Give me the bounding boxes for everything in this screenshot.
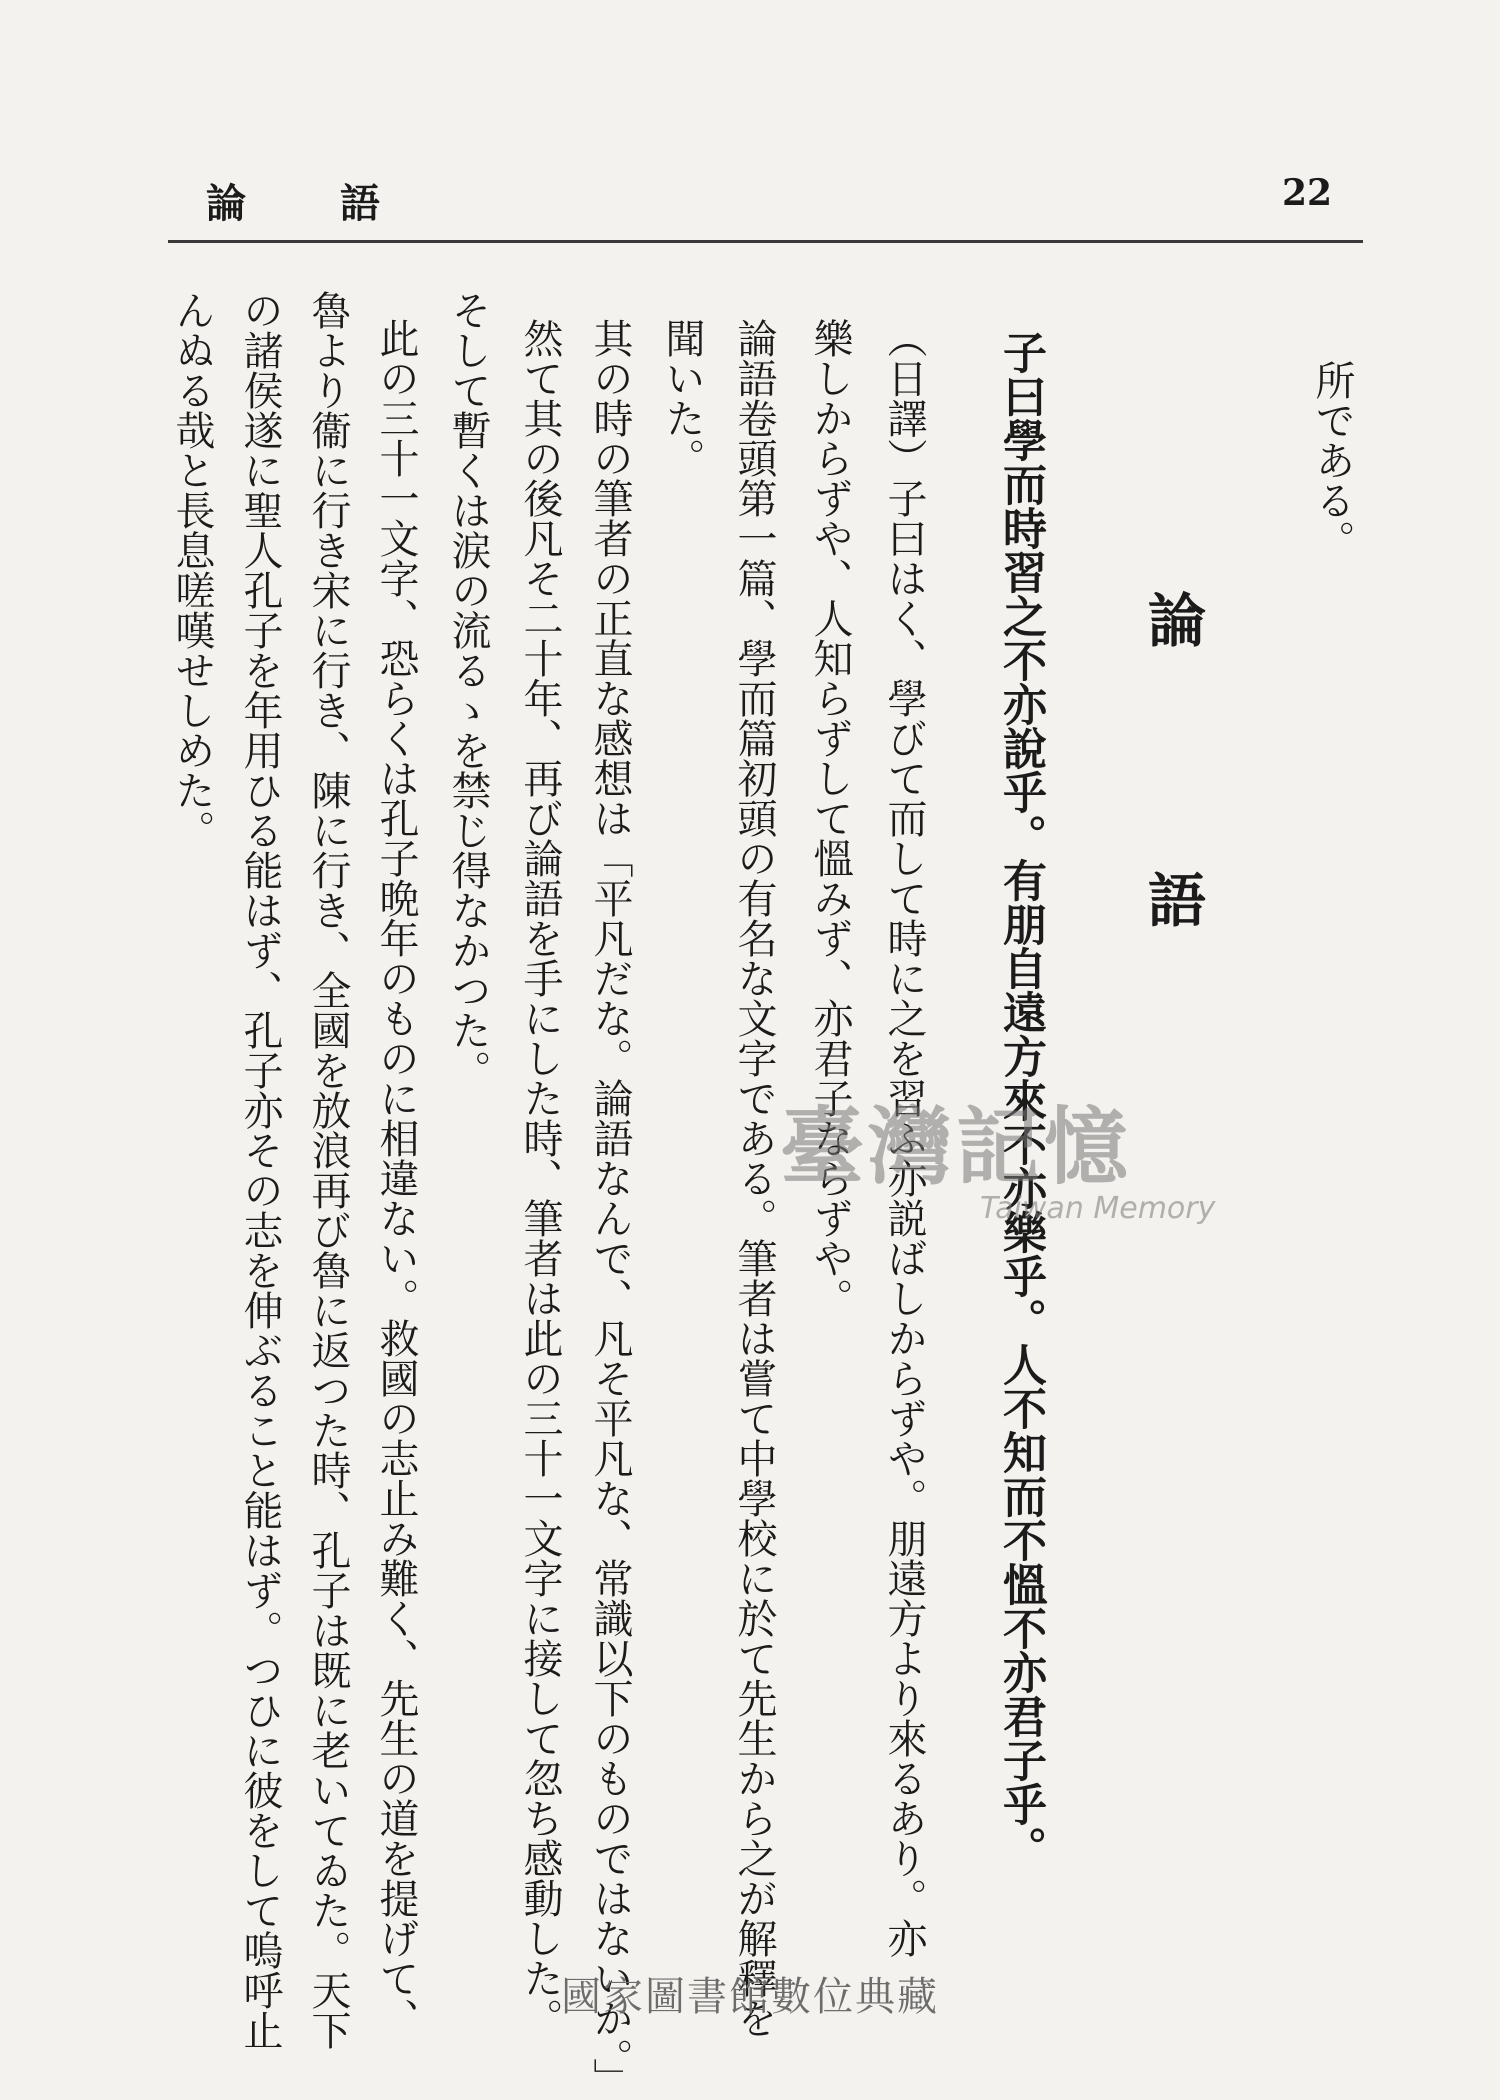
- classical-quote: 子曰學而時習之不亦說乎。有朋自遠方來不亦樂乎。人不知而不慍不亦君子乎。: [995, 330, 1046, 1870]
- running-title-go: 語: [340, 180, 382, 227]
- header-rule: [168, 240, 1363, 243]
- watermark: [780, 1080, 1215, 1226]
- text-line: 論語卷頭第一篇、學而篇初頭の有名な文字である。筆者は嘗て中學校に於て先生から之が解釋を: [731, 318, 777, 2038]
- text-line: んぬる哉と長息嗟嘆せしめた。: [169, 290, 215, 850]
- text-line: 此の三十一文字、恐らくは孔子晩年のものに相違ない。救國の志止み難く、先生の道を提げて、: [373, 318, 419, 2038]
- running-title-ron: 論: [206, 180, 248, 227]
- text-line: の諸侯遂に聖人孔子を年用ひる能はず、孔子亦その志を伸ぶること能はず。つひに彼をして嗚呼止: [237, 290, 283, 2050]
- text-line: 聞いた。: [659, 318, 705, 478]
- watermark-subtitle: Taiwan Memory: [980, 1191, 1216, 1226]
- text-column-continuation: 所である。: [1309, 360, 1355, 560]
- chapter-title-ron: 論: [1138, 590, 1206, 648]
- chapter-title-go: 語: [1138, 870, 1206, 928]
- text-line: そして暫くは涙の流るゝを禁じ得なかつた。: [445, 290, 491, 1090]
- text-line: 然て其の後凡そ二十年、再び論語を手にした時、筆者は此の三十一文字に接して忽ち感動した。: [517, 318, 563, 2038]
- text-line-translation: （日譯）子曰はく、學びて而して時に之を習ふ亦説ばしからずや。朋遠方より來るあり。亦: [881, 318, 927, 1958]
- text-line: 魯より衞に行き宋に行き、陳に行き、全國を放浪再び魯に返つた時、孔子は既に老いてゐた。天下: [305, 290, 351, 2050]
- watermark-title: 臺灣記憶: [780, 1098, 1133, 1196]
- text-line: 樂しからずや、人知らずして慍みず、亦君子ならずや。: [807, 318, 853, 1318]
- footer-collection-credit: 國家圖書館數位典藏: [561, 1974, 939, 2020]
- text-line: 其の時の筆者の正直な感想は「平凡だな。論語なんで、凡そ平凡な、常識以下のものではないか。」: [587, 318, 633, 2098]
- page-number: 22: [1282, 172, 1333, 214]
